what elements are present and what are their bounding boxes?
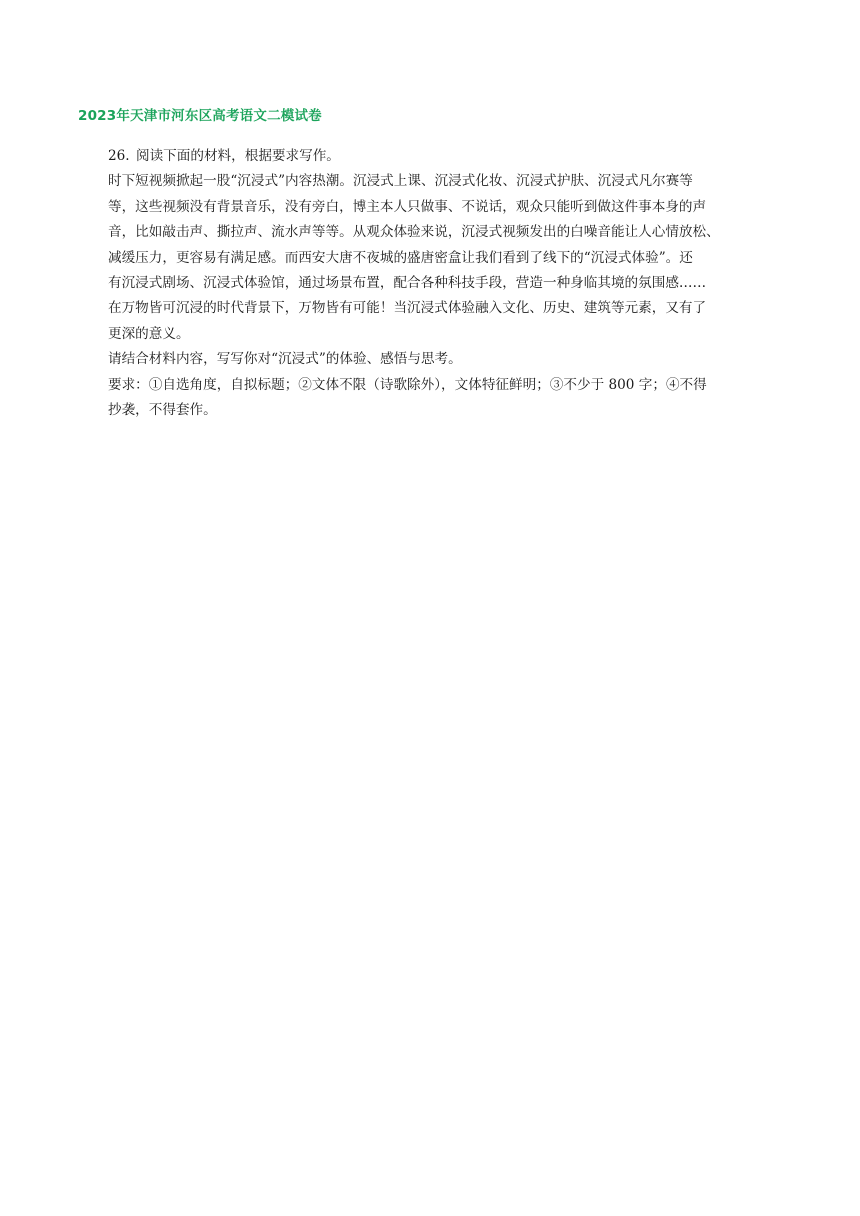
requirement-line: 要求：①自选角度，自拟标题；②文体不限（诗歌除外），文体特征鲜明；③不少于 800 字；④不得 bbox=[108, 376, 707, 393]
material-line: 时下短视频掀起一股“沉浸式”内容热潮。沉浸式上课、沉浸式化妆、沉浸式护肤、沉浸式凡尔赛等 bbox=[108, 173, 693, 190]
material-line: 减缓压力，更容易有满足感。而西安大唐不夜城的盛唐密盒让我们看到了线下的“沉浸式体验”。还 bbox=[108, 249, 693, 266]
question-header bbox=[108, 144, 788, 169]
material-line: 音，比如敲击声、撕拉声、流水声等等。从观众体验来说，沉浸式视频发出的白噪音能让人心情放松、 bbox=[108, 224, 720, 241]
material-line: 等，这些视频没有背景音乐，没有旁白，博主本人只做事、不说话，观众只能听到做这件事本身的声 bbox=[108, 198, 707, 215]
question-block bbox=[108, 144, 788, 423]
document-title: 2023年天津市河东区高考语文二模试卷 bbox=[78, 108, 322, 124]
material-line: 在万物皆可沉浸的时代背景下，万物皆有可能！当沉浸式体验融入文化、历史、建筑等元素，又有了 bbox=[108, 300, 707, 317]
question-number: 26. bbox=[108, 148, 130, 164]
material-line: 有沉浸式剧场、沉浸式体验馆，通过场景布置，配合各种科技手段，营造一种身临其境的氛围感…… bbox=[108, 274, 707, 291]
material-line: 更深的意义。 bbox=[108, 325, 190, 342]
question-prompt: 阅读下面的材料，根据要求写作。 bbox=[136, 148, 340, 164]
task-line: 请结合材料内容，写写你对“沉浸式”的体验、感悟与思考。 bbox=[108, 351, 462, 368]
requirement-line: 抄袭，不得套作。 bbox=[108, 401, 217, 418]
